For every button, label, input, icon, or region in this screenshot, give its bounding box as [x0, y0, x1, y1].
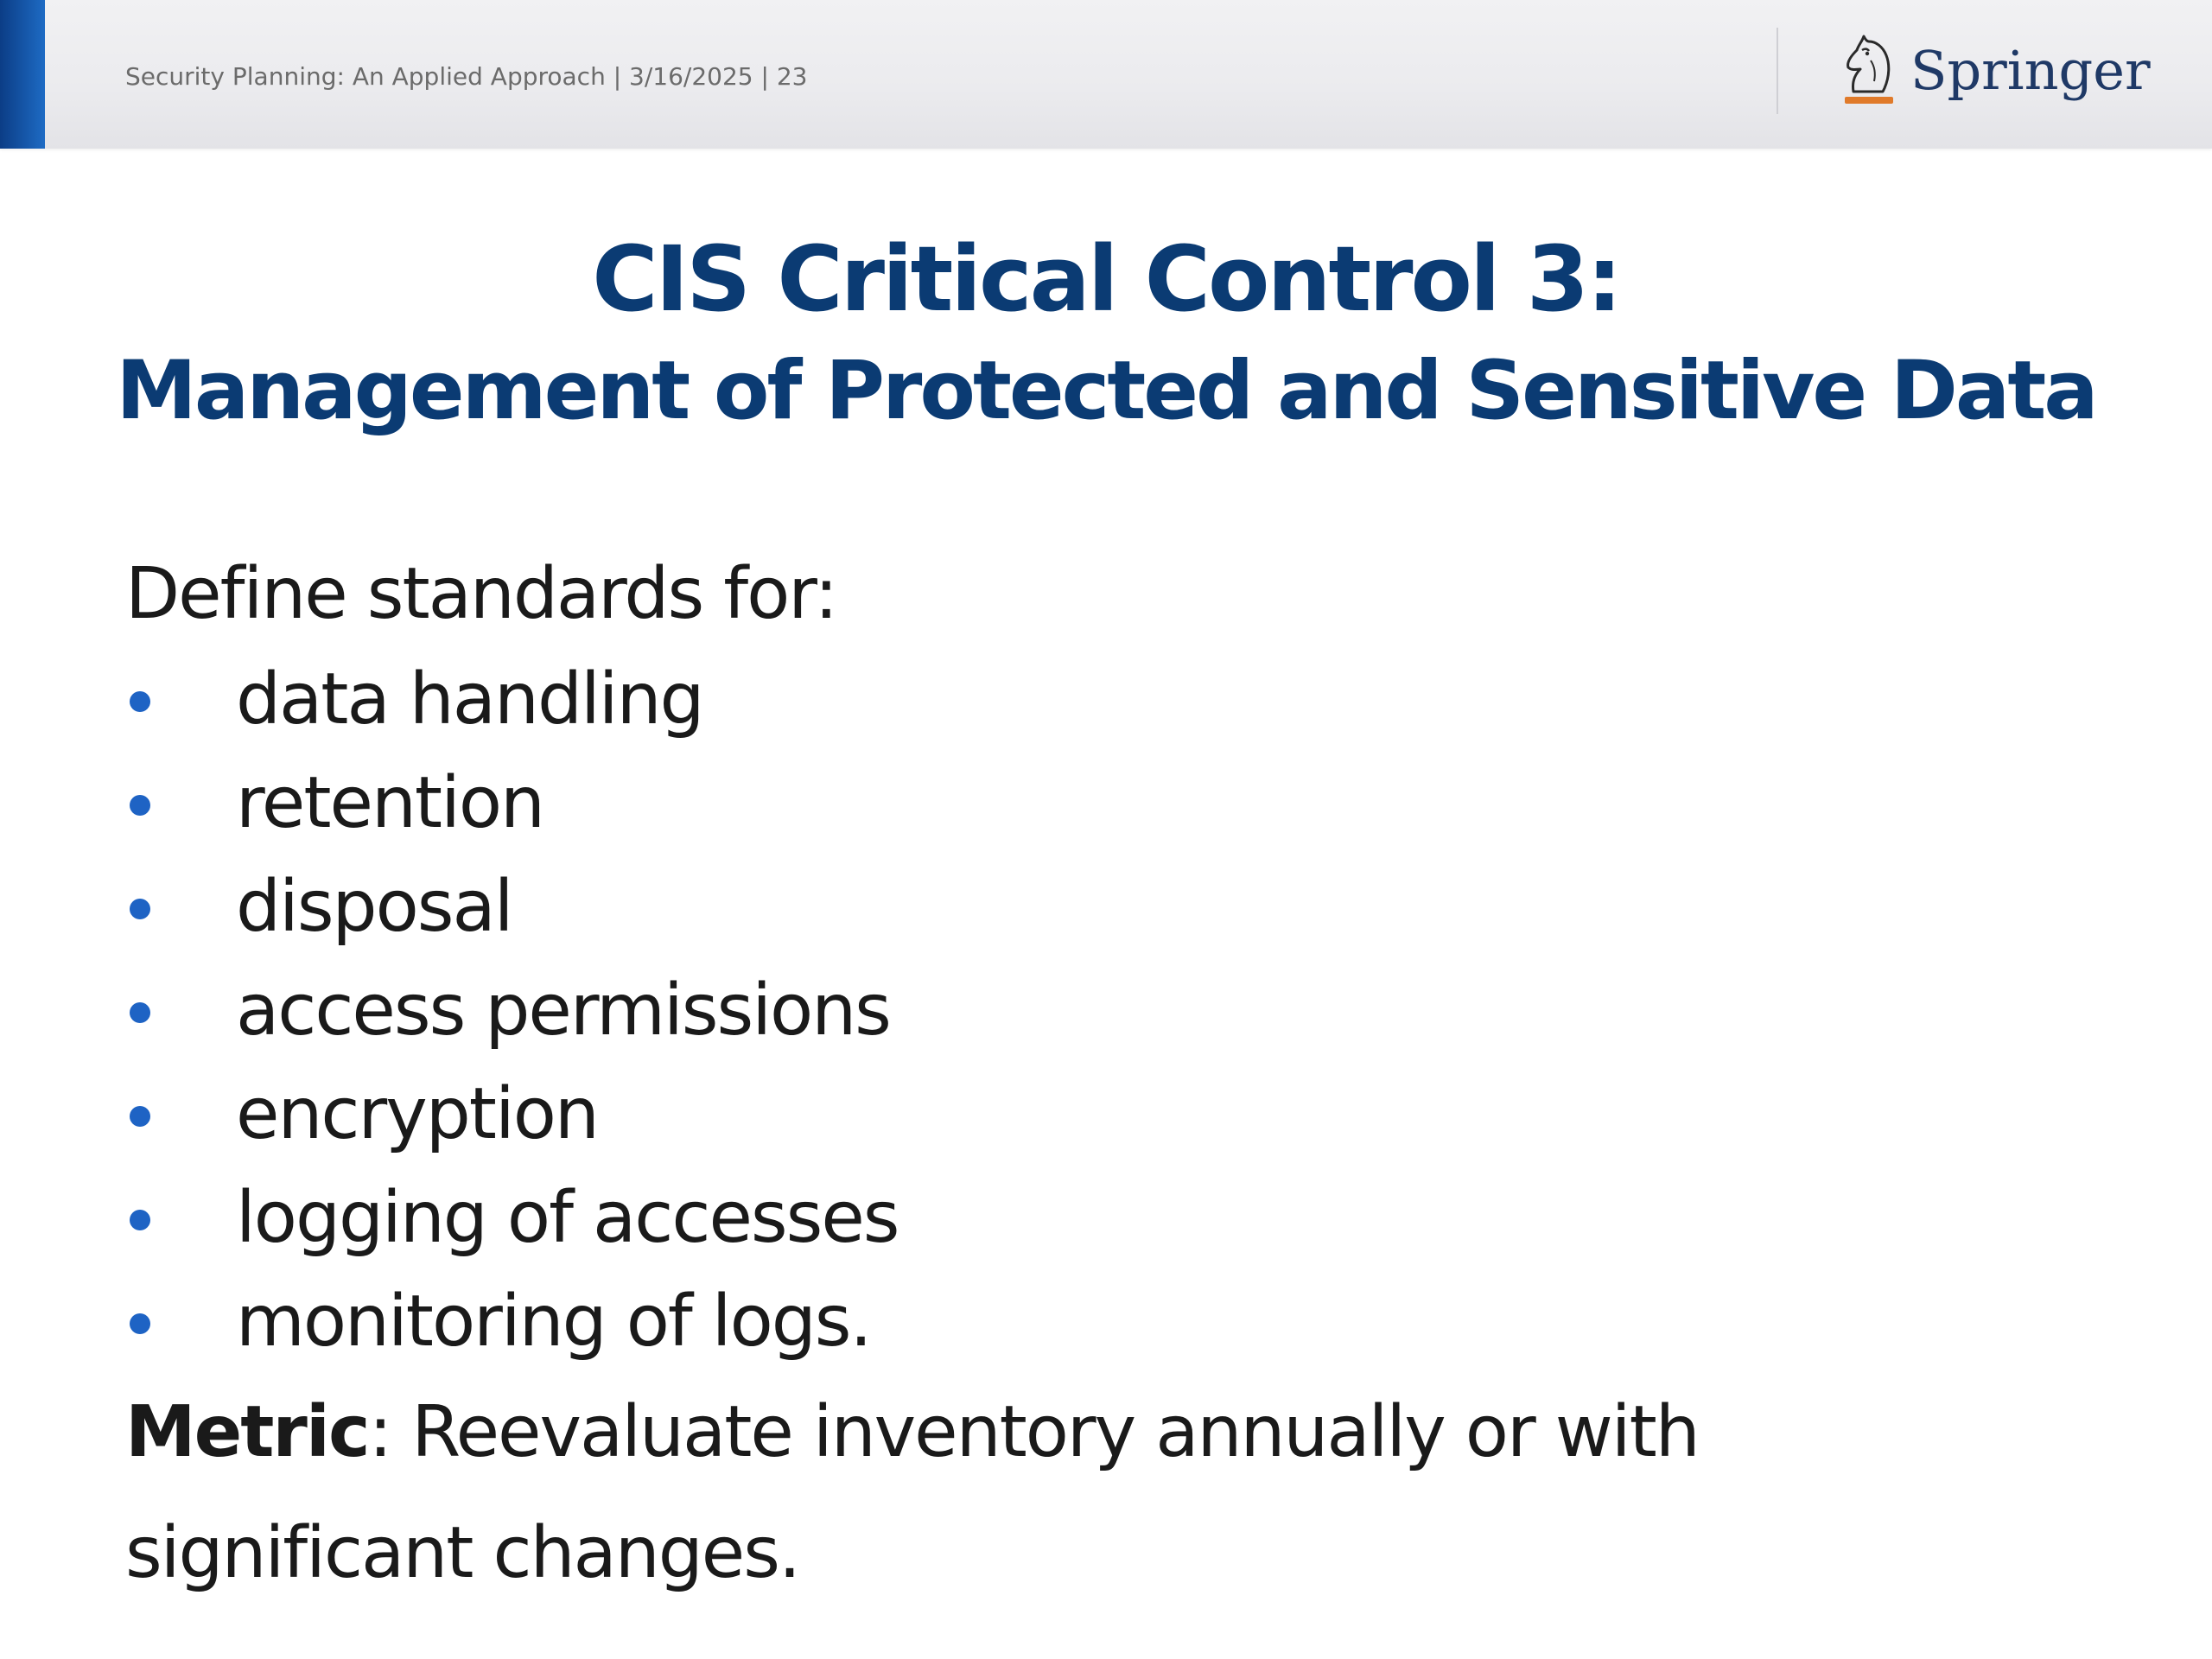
- metric-line-1: [125, 1391, 1699, 1473]
- bullet-dot: [130, 1002, 150, 1023]
- horse-chess-knight-icon: [1836, 31, 1898, 109]
- bullet-label: retention: [236, 762, 544, 844]
- list-item: [0, 1177, 1296, 1270]
- bullet-label: encryption: [236, 1073, 598, 1155]
- logo-text: Springer: [1910, 38, 2151, 102]
- bullet-label: logging of accesses: [236, 1177, 899, 1259]
- bullet-dot: [130, 1210, 150, 1230]
- bullet-label: data handling: [236, 658, 703, 741]
- intro-text: Define standards for:: [125, 553, 837, 635]
- header-divider: [1777, 28, 1778, 114]
- bullet-dot: [130, 899, 150, 919]
- list-item: [0, 658, 1296, 752]
- metric-label: Metric: [125, 1391, 369, 1473]
- bullet-dot: [130, 691, 150, 712]
- metric-text-line-1: : Reevaluate inventory annually or with: [368, 1391, 1699, 1473]
- list-item: [0, 866, 1296, 959]
- list-item: [0, 1281, 1296, 1374]
- bullet-dot: [130, 795, 150, 816]
- bullet-label: disposal: [236, 866, 512, 948]
- list-item: [0, 969, 1296, 1063]
- bullet-label: access permissions: [236, 969, 890, 1052]
- slide-footer-text: Security Planning: An Applied Approach | 3/16/2025 | 23: [125, 62, 808, 91]
- springer-logo: [1836, 31, 2151, 109]
- slide-title-line-1: CIS Critical Control 3:: [592, 226, 1620, 332]
- slide-title-line-2: Management of Protected and Sensitive Data: [116, 344, 2096, 438]
- header-accent-bar: [0, 0, 45, 149]
- bullet-dot: [130, 1313, 150, 1334]
- bullet-dot: [130, 1106, 150, 1127]
- metric-line-2: significant changes.: [125, 1512, 800, 1594]
- list-item: [0, 762, 1296, 855]
- bullet-label: monitoring of logs.: [236, 1281, 871, 1363]
- list-item: [0, 1073, 1296, 1166]
- slide-header: [0, 0, 2212, 149]
